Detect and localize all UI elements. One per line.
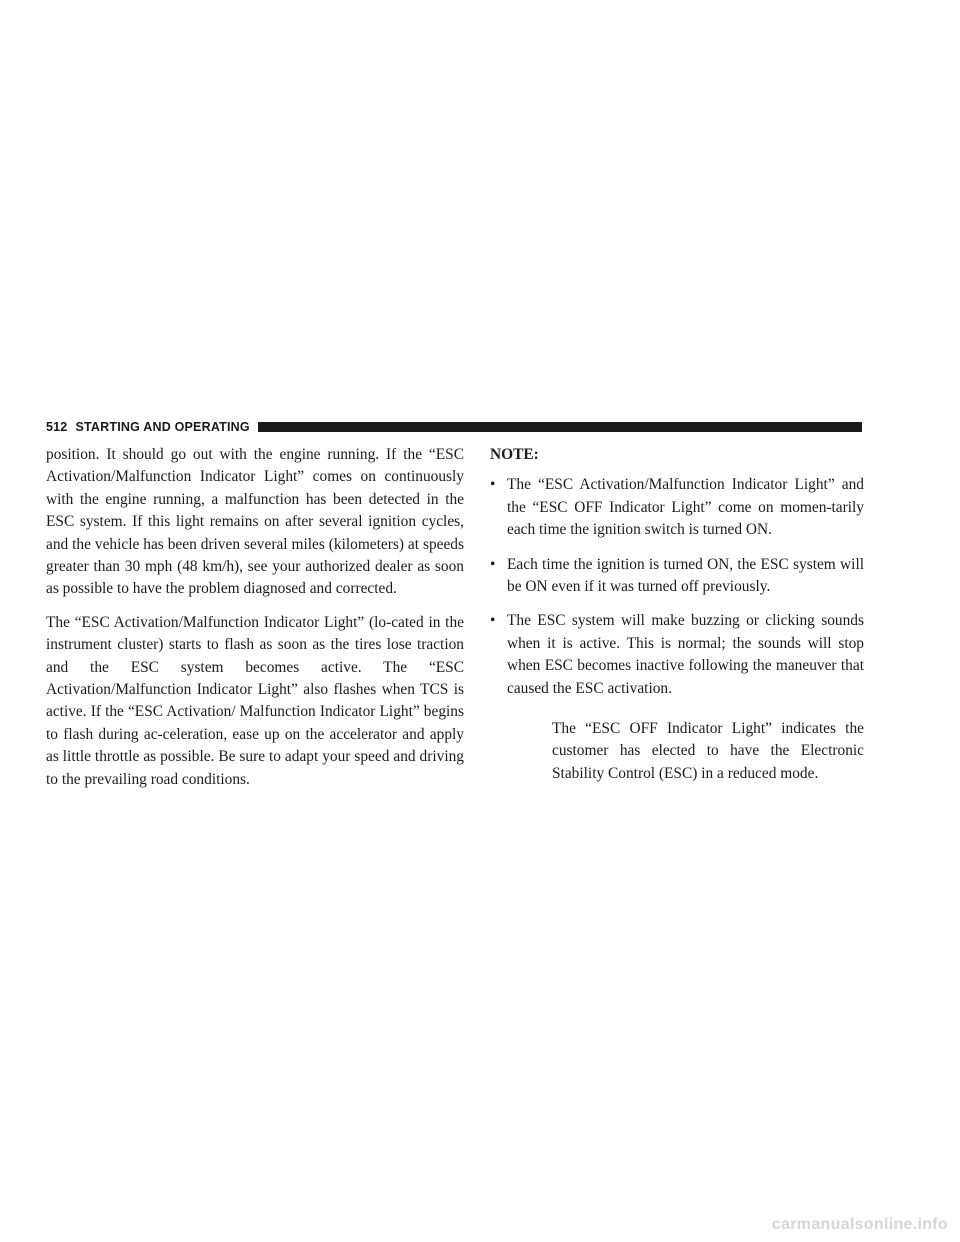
esc-off-indicator-description: The “ESC OFF Indicator Light” indicates the customer has elected to have the Electronic Stability Control (ESC) in a reduced mode.	[552, 720, 864, 782]
left-column	[46, 444, 464, 802]
paragraph: The “ESC Activation/Malfunction Indicator Light” (lo-cated in the instrument cluster) starts to flash as soon as the tires lose traction and the ESC system becomes active. The “ESC Activation/Malfunction Indicator Light” also flashes when TCS is active. If the “ESC Activation/ Malfunction Indicator Light” begins to flash during ac-celeration, ease up on the accelerator and apply as little throttle as possible. Be sure to adapt your speed and driving to the prevailing road conditions.	[46, 613, 464, 788]
list-item-text: Each time the ignition is turned ON, the ESC system will be ON even if it was turned off previously.	[507, 555, 864, 596]
bullet-icon: •	[490, 555, 496, 573]
paragraph: position. It should go out with the engine running. If the “ESC Activation/Malfunction Indicator Light” comes on continuously with the engine running, a malfunction has been detected in the ESC system. If this light remains on after several ignition cycles, and the vehicle has been driven several miles (kilometers) at speeds greater than 30 mph (48 km/h), see your authorized dealer as soon as possible to have the problem diagnosed and corrected.	[46, 446, 464, 598]
list-item-text: The “ESC Activation/Malfunction Indicator Light” and the “ESC OFF Indicator Light” come on momen-tarily each time the ignition switch is turned ON.	[507, 476, 864, 539]
bullet-icon: •	[490, 476, 496, 494]
bullet-icon: •	[490, 612, 496, 630]
list-item	[490, 610, 864, 700]
watermark-logo: carmanualsonline.info	[771, 1216, 948, 1233]
page-number: 512	[46, 420, 68, 434]
header-rule	[258, 422, 862, 432]
list-item	[490, 554, 864, 599]
list-item	[490, 474, 864, 541]
note-heading: NOTE:	[490, 446, 539, 463]
list-item-text: The ESC system will make buzzing or clicking sounds when it is active. This is normal; the sounds will stop when ESC becomes inactive following the maneuver that caused the ESC activation.	[507, 612, 864, 697]
section-title: STARTING AND OPERATING	[75, 420, 250, 434]
page-header	[46, 420, 862, 434]
right-column	[490, 444, 864, 801]
note-list	[490, 474, 864, 700]
